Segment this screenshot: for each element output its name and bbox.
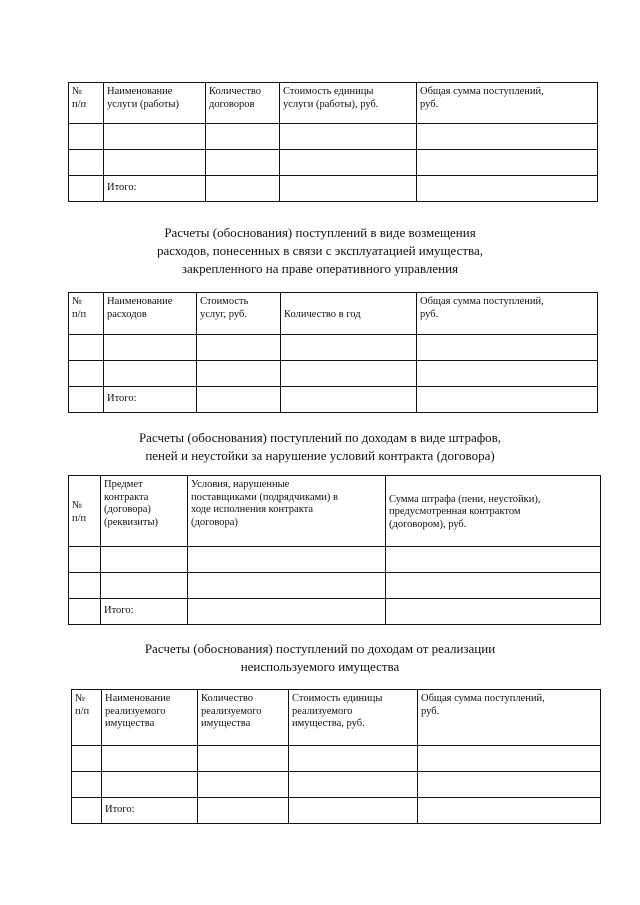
penalties-table — [68, 475, 601, 625]
header-contract-subject: Предмет контракта (договора) (реквизиты) — [101, 476, 188, 547]
header-number: № п/п — [69, 293, 104, 335]
header-service-name: Наименование услуги (работы) — [104, 83, 206, 124]
total-row — [69, 599, 601, 625]
table-row — [69, 547, 601, 573]
table-row — [72, 746, 601, 772]
header-expense-name: Наименование расходов — [104, 293, 197, 335]
section-title-property-sale: Расчеты (обоснования) поступлений по доходам от реализации неиспользуемого имущества — [144, 641, 496, 674]
header-unit-cost: Стоимость единицы услуги (работы), руб. — [280, 83, 417, 124]
property-sale-table — [71, 689, 601, 824]
table-header-row — [69, 293, 598, 335]
header-contracts-count: Количество договоров — [206, 83, 280, 124]
total-row — [69, 176, 598, 202]
table-row — [69, 335, 598, 361]
header-number: № п/п — [69, 83, 104, 124]
services-table — [68, 82, 598, 202]
header-unit-cost: Стоимость единицы реализуемого имущества, руб. — [289, 690, 418, 746]
header-quantity-per-year: Количество в год — [281, 293, 417, 335]
section-title-expenses: Расчеты (обоснования) поступлений в виде возмещения расходов, понесенных в связи с эксплуатацией имущества, закрепленного на праве оперативного управления — [156, 225, 484, 276]
table-header-row — [72, 690, 601, 746]
header-total-sum: Общая сумма поступлений, руб. — [417, 83, 598, 124]
total-label: Итого: — [102, 798, 198, 824]
table-row — [69, 150, 598, 176]
header-penalty-sum: Сумма штрафа (пени, неустойки), предусмотренная контрактом (договором), руб. — [386, 476, 601, 547]
table-row — [69, 361, 598, 387]
header-violated-conditions: Условия, нарушенные поставщиками (подрядчиками) в ходе исполнения контракта (договора) — [188, 476, 386, 547]
expenses-table — [68, 292, 598, 413]
header-number: № п/п — [69, 476, 101, 547]
table-row — [72, 772, 601, 798]
header-number: № п/п — [72, 690, 102, 746]
table-header-row — [69, 476, 601, 547]
table-header-row — [69, 83, 598, 124]
table-row — [69, 124, 598, 150]
total-row — [69, 387, 598, 413]
header-property-quantity: Количество реализуемого имущества — [198, 690, 289, 746]
total-row — [72, 798, 601, 824]
section-title-penalties: Расчеты (обоснования) поступлений по доходам в виде штрафов, пеней и неустойки за нарушение условий контракта (договора) — [138, 430, 502, 463]
total-label: Итого: — [101, 599, 188, 625]
header-total-sum: Общая сумма поступлений, руб. — [417, 293, 598, 335]
header-property-name: Наименование реализуемого имущества — [102, 690, 198, 746]
header-total-sum: Общая сумма поступлений, руб. — [418, 690, 601, 746]
total-label: Итого: — [104, 176, 206, 202]
total-label: Итого: — [104, 387, 197, 413]
header-service-cost: Стоимость услуг, руб. — [197, 293, 281, 335]
table-row — [69, 573, 601, 599]
